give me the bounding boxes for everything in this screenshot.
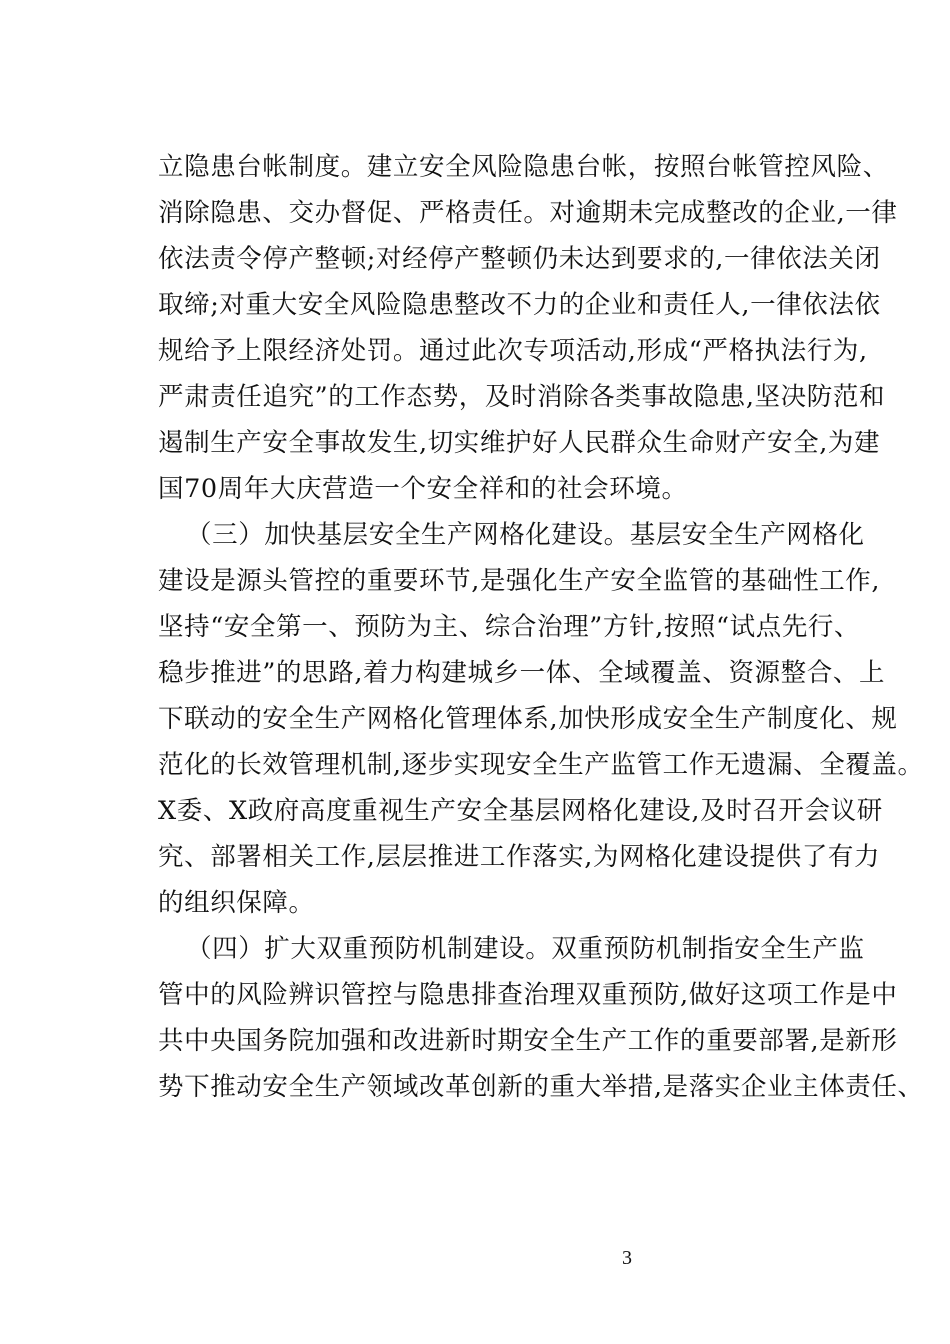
text-line: 范化的长效管理机制,逐步实现安全生产监管工作无遗漏、全覆盖。 xyxy=(158,750,924,780)
text-line: 坚持“安全第一、预防为主、综合治理”方针,按照“试点先行、 xyxy=(158,612,861,642)
section-heading-line: （三）加快基层安全生产网格化建设。基层安全生产网格化 xyxy=(186,520,865,550)
page-number: 3 xyxy=(622,1247,632,1269)
text-line: 管中的风险辨识管控与隐患排查治理双重预防,做好这项工作是中 xyxy=(158,980,898,1010)
text-line: 的组织保障。 xyxy=(158,888,315,918)
section-heading-line: （四）扩大双重预防机制建设。双重预防机制指安全生产监 xyxy=(186,934,865,964)
text-line: 消除隐患、交办督促、严格责任。对逾期未完成整改的企业,一律 xyxy=(158,198,898,228)
text-line: 严肃责任追究”的工作态势，及时消除各类事故隐患,坚决防范和 xyxy=(158,382,886,412)
text-line: X委、X政府高度重视生产安全基层网格化建设,及时召开会议研 xyxy=(158,796,883,826)
text-line: 下联动的安全生产网格化管理体系,加快形成安全生产制度化、规 xyxy=(158,704,898,734)
text-line: 取缔;对重大安全风险隐患整改不力的企业和责任人,一律依法依 xyxy=(158,290,881,320)
text-line: 势下推动安全生产领域改革创新的重大举措,是落实企业主体责任、 xyxy=(158,1072,924,1102)
text-line: 建设是源头管控的重要环节,是强化生产安全监管的基础性工作, xyxy=(158,566,881,596)
text-line: 立隐患台帐制度。建立安全风险隐患台帐，按照台帐管控风险、 xyxy=(158,152,889,182)
text-line: 依法责令停产整顿;对经停产整顿仍未达到要求的,一律依法关闭 xyxy=(158,244,881,274)
text-line: 遏制生产安全事故发生,切实维护好人民群众生命财产安全,为建 xyxy=(158,428,881,458)
text-line: 究、部署相关工作,层层推进工作落实,为网格化建设提供了有力 xyxy=(158,842,881,872)
text-line: 国70周年大庆营造一个安全祥和的社会环境。 xyxy=(158,474,688,504)
text-line: 稳步推进”的思路,着力构建城乡一体、全域覆盖、资源整合、上 xyxy=(158,658,886,688)
text-line: 规给予上限经济处罚。通过此次专项活动,形成“严格执法行为, xyxy=(158,336,868,366)
text-line: 共中央国务院加强和改进新时期安全生产工作的重要部署,是新形 xyxy=(158,1026,898,1056)
